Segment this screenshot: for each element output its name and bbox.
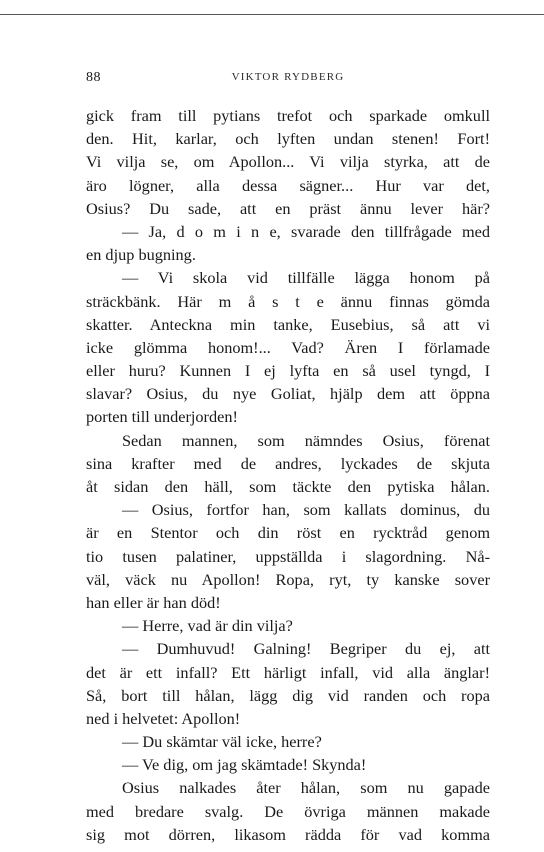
text-line: sträckbänk. Här m å s t e ännu finnas gömda [86, 291, 490, 311]
text-line: tio tusen palatiner, uppställda i slagordning. Nå- [86, 546, 490, 566]
page-header [86, 70, 490, 92]
text-line: eller huru? Kunnen I ej lyfta en så usel tyngd, I [86, 361, 490, 381]
text-line: — Herre, vad är din vilja? [122, 616, 293, 636]
text-line: den. Hit, karlar, och lyften undan stenen! Fort! [86, 129, 490, 149]
text-line: Så, bort till hålan, lägg dig vid randen och ropa [86, 685, 490, 705]
text-line: han eller är han död! [86, 592, 221, 612]
text-line: Osius nalkades åter hålan, som nu gapade [122, 778, 490, 798]
text-line: åt sidan den häll, som täckte den pytiska hålan. [86, 477, 490, 496]
body-text [86, 104, 490, 846]
text-line: — Ja, d o m i n e, svarade den tillfrågade med [122, 221, 490, 241]
text-line: gick fram till pytians trefot och sparkade omkull [86, 106, 490, 125]
text-line: slavar? Osius, du nye Goliat, hjälp dem att öppna [86, 384, 490, 404]
text-line: skatter. Anteckna min tanke, Eusebius, så att vi [86, 314, 490, 334]
text-line: med bredare svalg. De övriga männen makade [86, 801, 490, 821]
text-line: sina krafter med de andres, lyckades de skjuta [86, 453, 490, 473]
text-line: sig mot dörren, likasom rädda för vad komma [86, 824, 490, 844]
text-line: ned i helvetet: Apollon! [86, 708, 241, 728]
running-head: VIKTOR RYDBERG [231, 71, 345, 83]
text-line: Sedan mannen, som nämndes Osius, förenat [122, 430, 490, 450]
page-number: 88 [86, 70, 101, 85]
top-rule [0, 14, 544, 15]
text-line: — Ve dig, om jag skämtade! Skynda! [122, 755, 367, 775]
text-line: porten till underjorden! [86, 407, 238, 427]
text-line: Vi vilja se, om Apollon... Vi vilja styrka, att de [86, 152, 490, 172]
text-line: det är ett infall? Ett härligt infall, vid alla änglar! [86, 662, 490, 682]
text-line: — Osius, fortfor han, som kallats dominus, du [122, 500, 490, 520]
text-line: icke glömma honom!... Vad? Ären I förlamade [86, 337, 490, 357]
text-line: Osius? Du sade, att en präst ännu lever här? [86, 198, 490, 218]
text-line: — Vi skola vid tillfälle lägga honom på [122, 268, 490, 288]
text-line: är en Stentor och din röst en rycktråd genom [86, 523, 490, 543]
text-line: väl, väck nu Apollon! Ropa, ryt, ty kanske sover [86, 569, 490, 589]
text-line: äro lögner, alla dessa sägner... Hur var det, [86, 175, 490, 195]
text-line: — Du skämtar väl icke, herre? [122, 732, 322, 752]
text-line: — Dumhuvud! Galning! Begriper du ej, att [122, 639, 490, 659]
text-line: en djup bugning. [86, 245, 196, 265]
